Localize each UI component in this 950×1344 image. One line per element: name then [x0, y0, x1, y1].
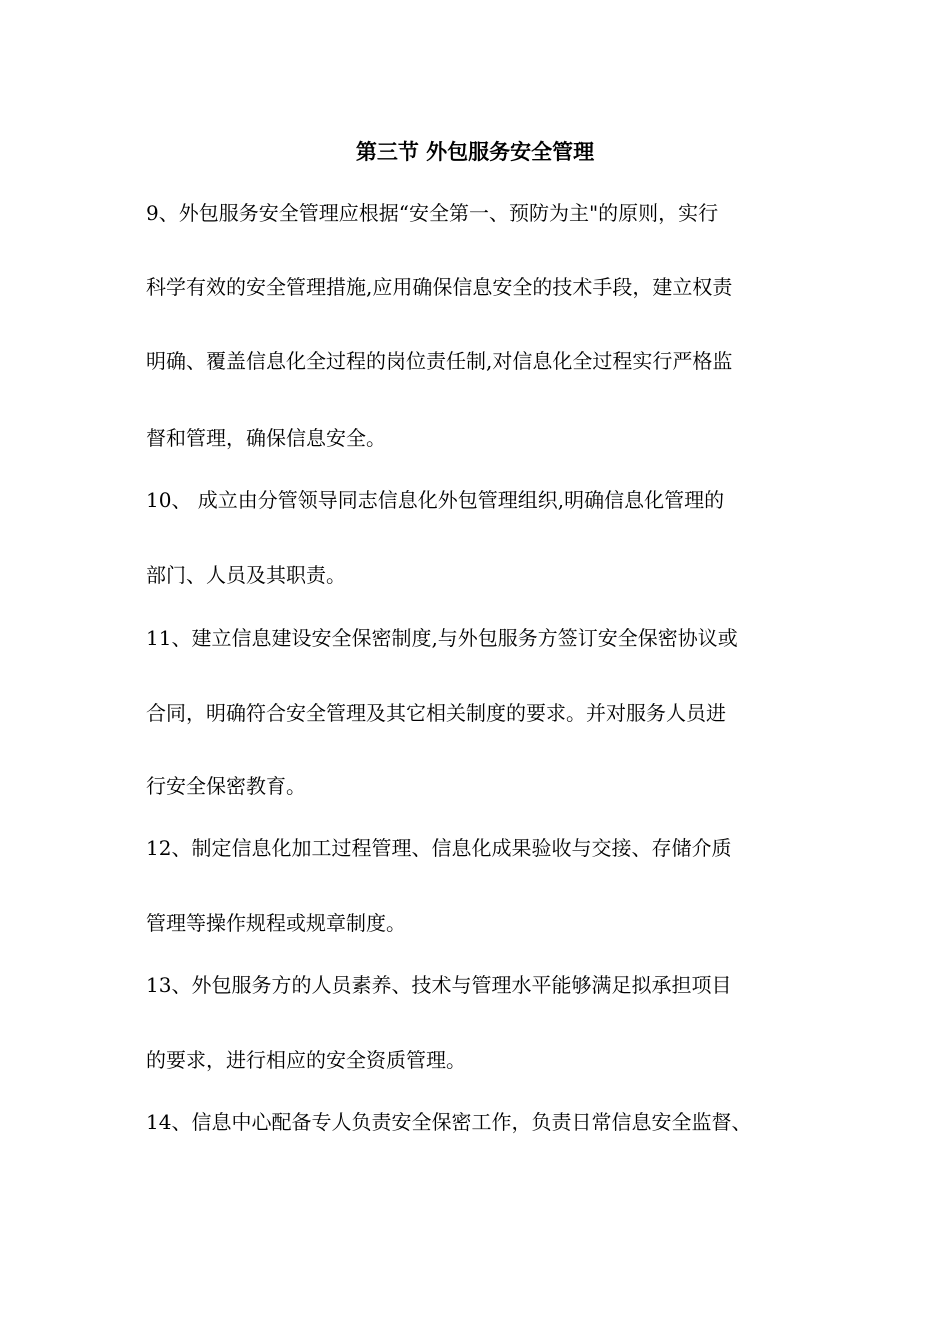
paragraph-line-11-1: 11、建立信息建设安全保密制度,与外包服务方签订安全保密协议或: [146, 626, 738, 650]
section-title: 第三节 外包服务安全管理: [355, 140, 595, 164]
paragraph-line-9-3: 明确、覆盖信息化全过程的岗位责任制,对信息化全过程实行严格监: [146, 349, 733, 373]
paragraph-line-9-4: 督和管理，确保信息安全。: [146, 426, 386, 450]
paragraph-line-12-2: 管理等操作规程或规章制度。: [146, 911, 406, 935]
paragraph-line-9-1: 9、外包服务安全管理应根据“安全第一、预防为主"的原则，实行: [146, 201, 719, 225]
paragraph-line-10-2: 部门、人员及其职责。: [146, 563, 346, 587]
paragraph-line-9-2: 科学有效的安全管理措施,应用确保信息安全的技术手段，建立权责: [146, 275, 733, 299]
paragraph-line-10-1: 10、 成立由分管领导同志信息化外包管理组织,明确信息化管理的: [146, 488, 725, 512]
paragraph-line-13-2: 的要求，进行相应的安全资质管理。: [146, 1048, 466, 1072]
paragraph-line-11-3: 行安全保密教育。: [146, 774, 306, 798]
paragraph-line-14-1: 14、信息中心配备专人负责安全保密工作，负责日常信息安全监督、: [146, 1110, 752, 1134]
paragraph-line-11-2: 合同，明确符合安全管理及其它相关制度的要求。并对服务人员进: [146, 701, 726, 725]
paragraph-line-12-1: 12、制定信息化加工过程管理、信息化成果验收与交接、存储介质: [146, 836, 732, 860]
paragraph-line-13-1: 13、外包服务方的人员素养、技术与管理水平能够满足拟承担项目: [146, 973, 732, 997]
